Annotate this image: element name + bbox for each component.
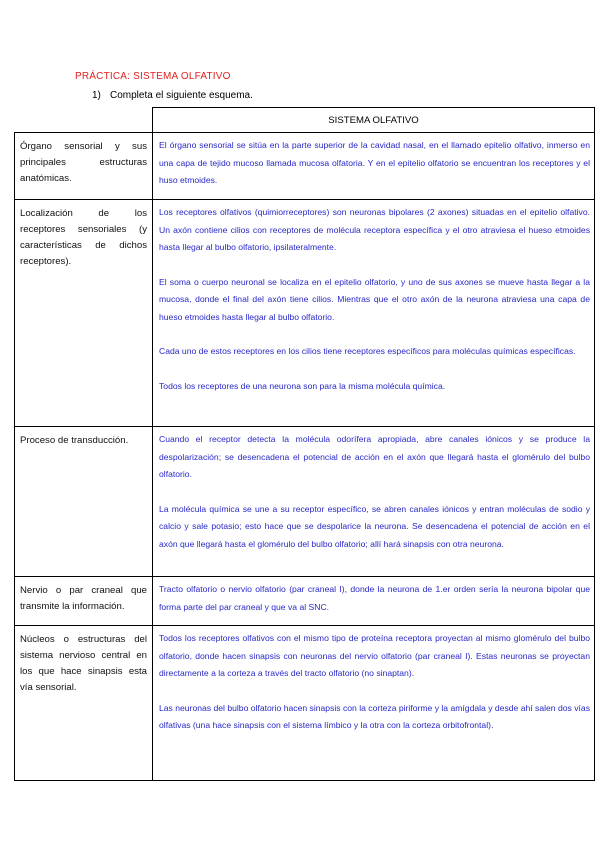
row-label: Proceso de transducción. <box>15 427 153 577</box>
answer-paragraph: Todos los receptores olfativos con el mismo tipo de proteína receptora proyectan al mismo glomérulo del bulbo olfatorio, donde hacen sinapsis con neuronas del nervio olfatorio (par craneal I). Estas neuronas se proyectan directamente a la corteza a través del tracto olfatorio (no sinaptan). <box>159 633 590 678</box>
answer-paragraph: Cada uno de estos receptores en los cilios tiene receptores específicos para moléculas químicas específicas. <box>159 346 576 356</box>
page-title: PRÁCTICA: SISTEMA OLFATIVO <box>75 71 231 82</box>
schema-table <box>14 107 595 781</box>
instruction <box>92 90 253 101</box>
table-row <box>15 200 595 427</box>
answer-paragraph: Tracto olfatorio o nervio olfatorio (par craneal I), donde la neurona de 1.er orden sería la neurona bipolar que forma parte del par craneal y que va al SNC. <box>159 584 590 612</box>
answer-paragraph: La molécula química se une a su receptor específico, se abren canales iónicos y entran moléculas de sodio y calcio y sale potasio; esto hace que se despolarice la neurona. Se desencadena el potencial de acción en el axón que llegará hasta el glomérulo del bulbo olfatorio; allí hará sinapsis con otra neurona. <box>159 503 590 549</box>
header-empty-cell <box>15 108 153 133</box>
row-answer <box>153 133 595 200</box>
row-label: Órgano sensorial y sus principales estructuras anatómicas. <box>15 133 153 200</box>
table-row <box>15 427 595 577</box>
answer-paragraph: Las neuronas del bulbo olfatorio hacen sinapsis con la corteza piriforme y la amígdala y desde ahí salen dos vías olfativas (una hace sinapsis con el sistema límbico y la otra con la corteza orbitofrontal). <box>159 702 590 730</box>
row-answer <box>153 577 595 626</box>
row-label: Localización de los receptores sensoriales (y características de dichos receptores). <box>15 200 153 427</box>
answer-paragraph: Los receptores olfativos (quimiorreceptores) son neuronas bipolares (2 axones) situadas en el epitelio olfativo. Un axón contiene cilios con receptores de molécula receptora específica y el otro atraviesa el hueso etmoides hasta llegar al bulbo olfatorio, ipsilateralmente. <box>159 207 590 252</box>
row-label: Núcleos o estructuras del sistema nervioso central en los que hace sinapsis esta vía sensorial. <box>15 626 153 781</box>
row-answer <box>153 427 595 577</box>
answer-paragraph: El soma o cuerpo neuronal se localiza en el epitelio olfatorio, y uno de sus axones se mueve hasta llegar a la mucosa, donde el final del axón tiene cilios. Mientras que el otro axón de la neurona atraviesa una capa de hueso etmoides hasta llegar al bulbo olfatorio. <box>159 276 590 322</box>
answer-paragraph: El órgano sensorial se sitúa en la parte superior de la cavidad nasal, en el llamado epitelio olfativo, inmerso en una capa de tejido mucoso llamada mucosa olfatoria. Y en el epitelio olfatorio se encuentran los receptores y el huso etmoides. <box>159 140 590 185</box>
row-answer <box>153 200 595 427</box>
answer-paragraph: Todos los receptores de una neurona son para la misma molécula química. <box>159 380 446 391</box>
table-header-row <box>15 108 595 133</box>
row-answer <box>153 626 595 781</box>
answer-paragraph: Cuando el receptor detecta la molécula odorífera apropiada, abre canales iónicos y se produce la despolarización; se desencadena el potencial de acción en el axón que llegará hasta el glomérulo del bulbo olfatorio. <box>159 434 590 479</box>
instruction-text: Completa el siguiente esquema. <box>110 90 253 101</box>
table-row <box>15 626 595 781</box>
table-header: SISTEMA OLFATIVO <box>153 108 595 133</box>
instruction-number: 1) <box>92 90 101 101</box>
row-label: Nervio o par craneal que transmite la información. <box>15 577 153 626</box>
table-row <box>15 577 595 626</box>
table-row <box>15 133 595 200</box>
